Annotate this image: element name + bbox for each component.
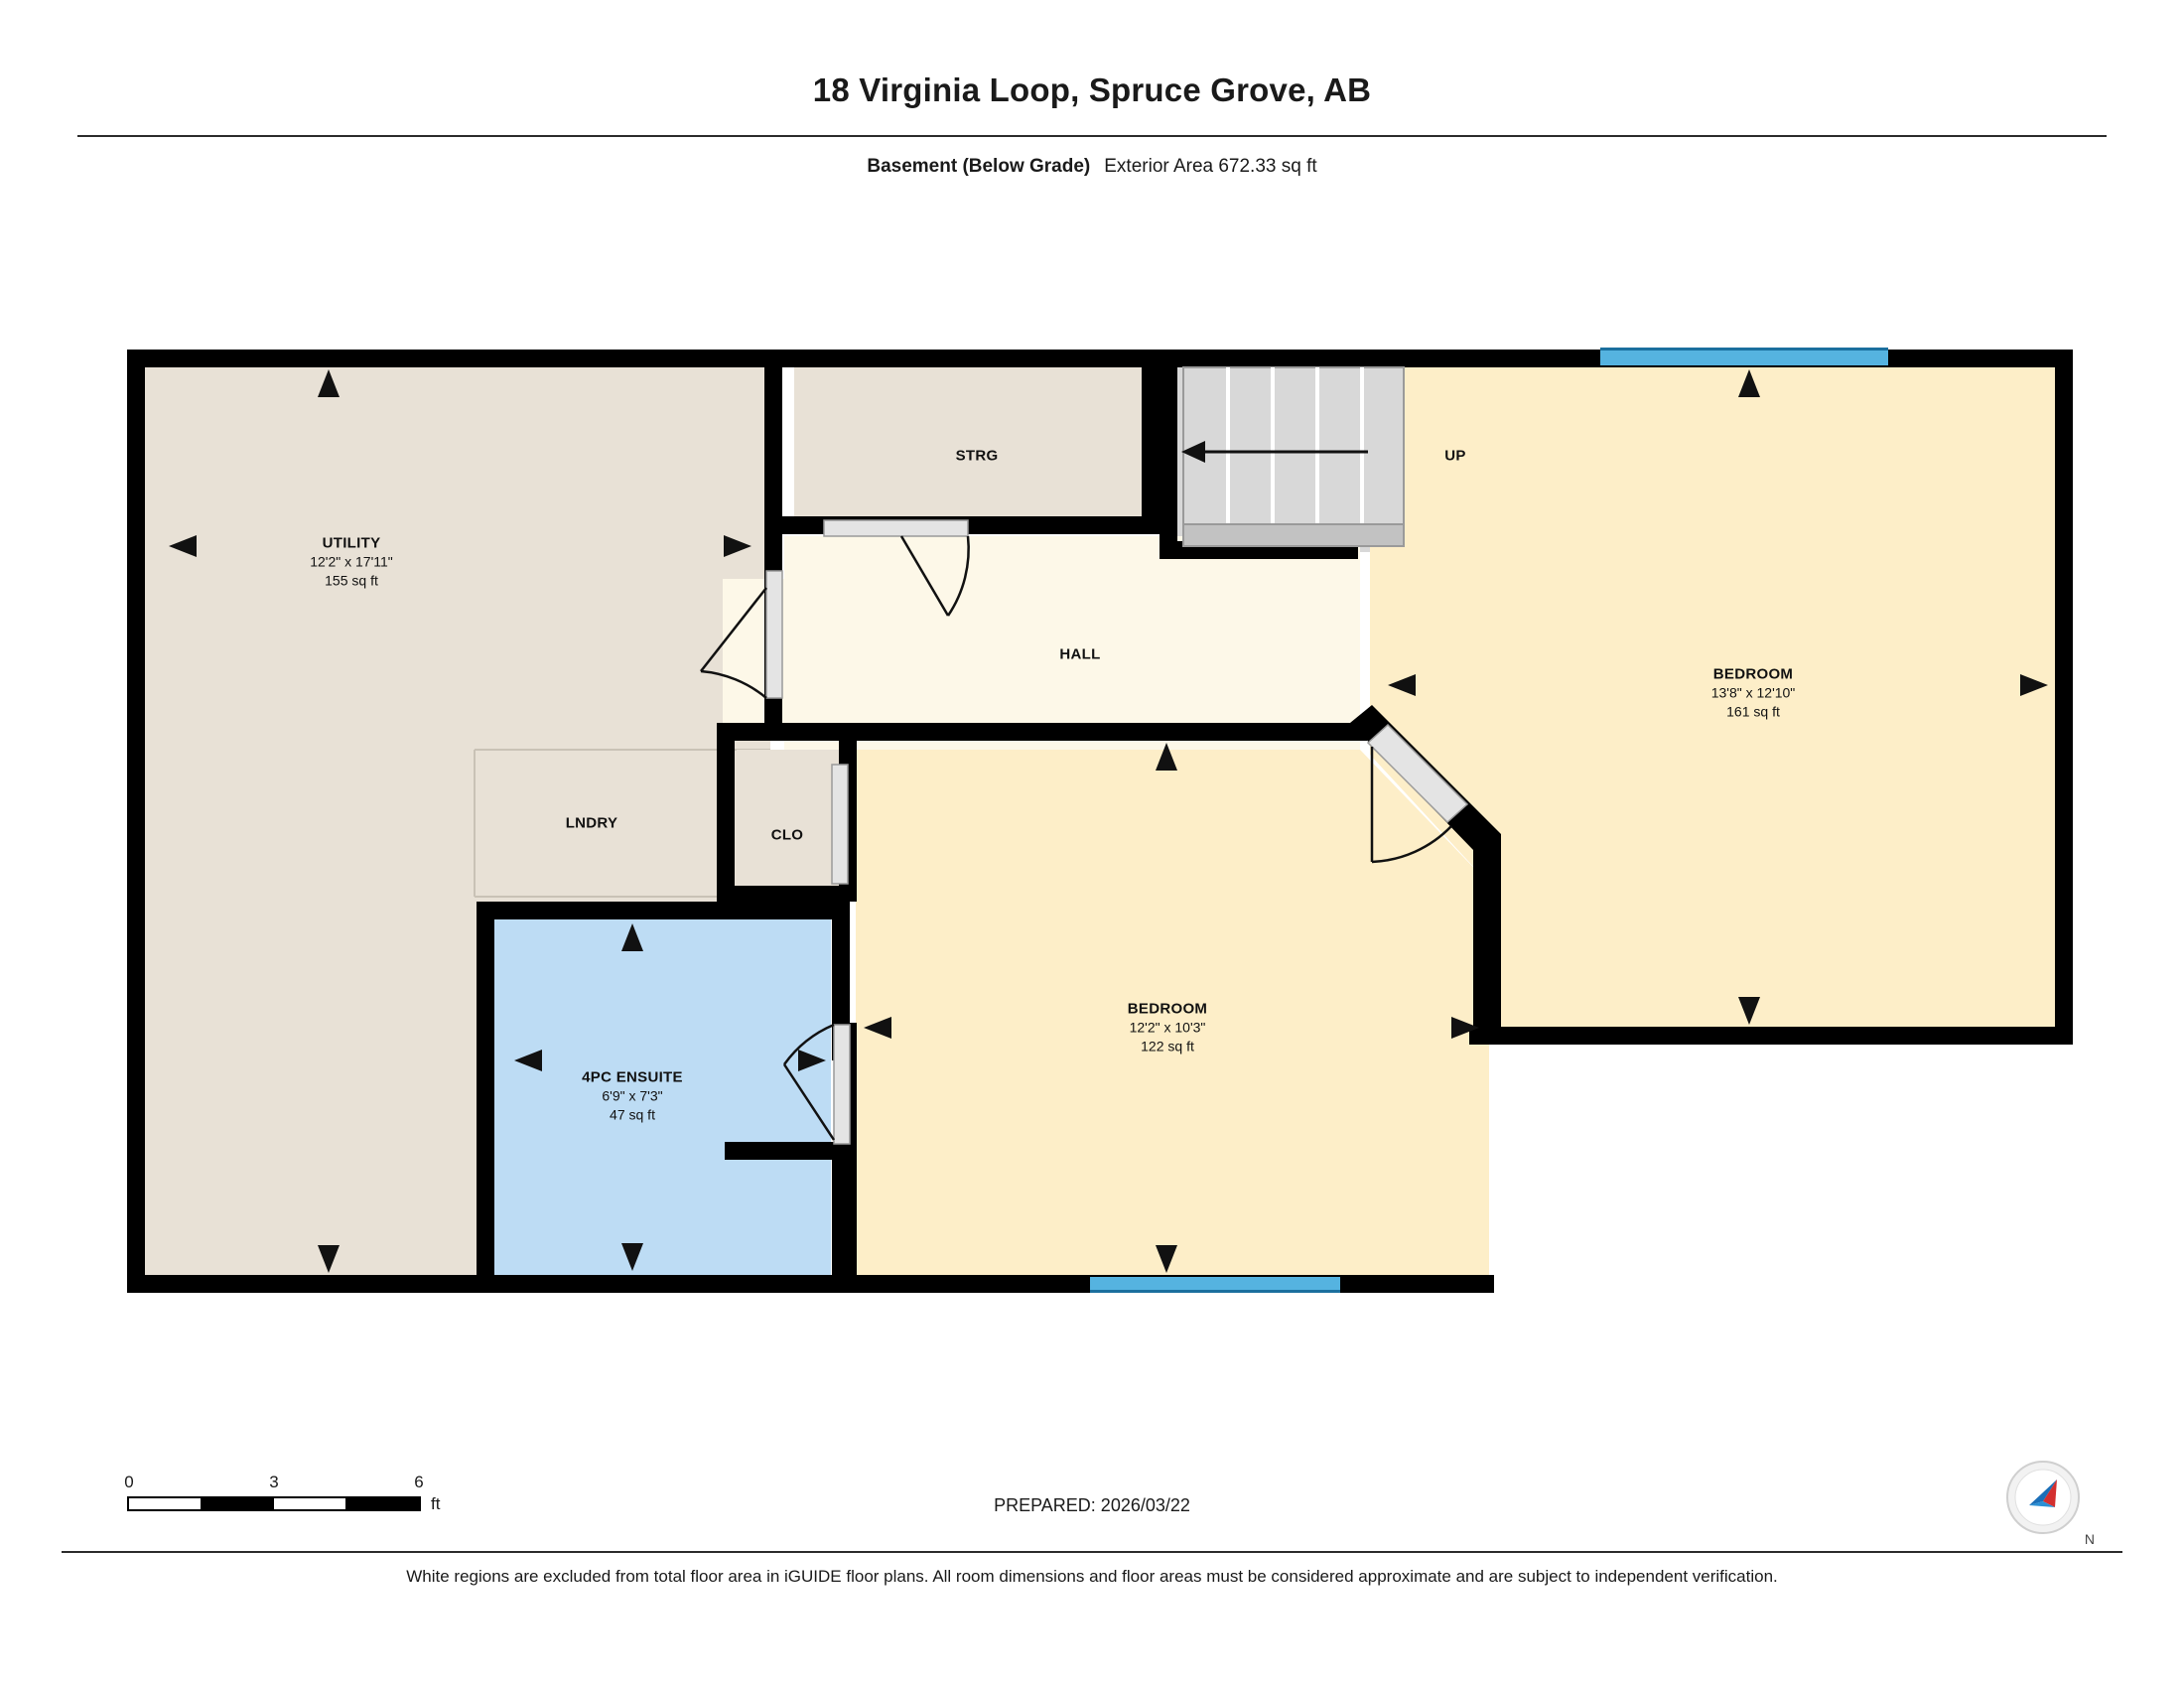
stairs-up	[1181, 367, 1404, 546]
scale-tick-6: 6	[414, 1473, 424, 1491]
wall-stairs-right	[1160, 350, 1177, 558]
room-fill-ensuite	[493, 918, 831, 1279]
page-title: 18 Virginia Loop, Spruce Grove, AB	[812, 71, 1372, 108]
wall-ensuite-left	[477, 902, 494, 1293]
scale-unit: ft	[431, 1494, 441, 1513]
room-label-up: UP	[1444, 447, 1466, 465]
room-fill-storage	[794, 365, 1147, 516]
wall-hall-left-stub	[764, 526, 782, 571]
room-label-bedroom-right: BEDROOM 13'8" x 12'10" 161 sq ft	[1710, 665, 1796, 720]
wall-hall-left-stub2	[764, 695, 782, 735]
window-bedroom-right-top	[1600, 350, 1888, 365]
room-label-hall: HALL	[1059, 645, 1101, 663]
scale-tick-3: 3	[269, 1473, 279, 1491]
wall-hall-bottom	[717, 723, 1367, 741]
room-label-ensuite: 4PC ENSUITE 6'9" x 7'3" 47 sq ft	[582, 1068, 683, 1123]
room-label-storage: STRG	[955, 447, 999, 465]
footer-divider	[62, 1551, 2122, 1553]
wall-ensuite-right-lower	[832, 1142, 850, 1293]
room-fill-closet	[737, 750, 846, 897]
wall-closet-left	[717, 735, 735, 904]
window-bedroom-center-bottom-edge	[1090, 1290, 1340, 1293]
scale-bar	[124, 1473, 441, 1513]
prepared-date: PREPARED: 2026/03/22	[994, 1495, 1190, 1515]
room-label-laundry: LNDRY	[565, 814, 618, 832]
room-label-closet: CLO	[770, 826, 804, 844]
wall-exterior-top-left	[127, 350, 782, 367]
room-label-bedroom-center: BEDROOM 12'2" x 10'3" 122 sq ft	[1127, 1000, 1208, 1055]
compass-north-label: N	[2084, 1531, 2095, 1547]
disclaimer-text: White regions are excluded from total floor area in iGUIDE floor plans. All room dimensions and floor areas must be considered approximate and are subject to independent verification.	[406, 1567, 1778, 1586]
wall-storage-right	[1142, 350, 1160, 533]
door-closet	[832, 765, 848, 884]
wall-exterior-left	[127, 350, 145, 1293]
wall-bedroom-right-bottom	[1469, 1027, 2073, 1045]
room-label-utility: UTILITY 12'2" x 17'11" 155 sq ft	[310, 534, 393, 589]
level-label: Basement (Below Grade)	[867, 156, 1091, 177]
wall-ensuite-top	[477, 902, 849, 919]
compass-rose	[1995, 1450, 2095, 1547]
wall-exterior-right	[2055, 350, 2073, 1045]
window-bedroom-right-top-edge	[1600, 348, 1888, 351]
scale-tick-0: 0	[124, 1473, 134, 1491]
wall-ensuite-bottom	[477, 1275, 850, 1293]
wall-closet-bottom	[717, 886, 846, 904]
wall-ensuite-bottom-stub	[725, 1142, 834, 1160]
room-fill-bedroom-center	[856, 750, 1489, 1279]
exterior-area-label: Exterior Area 672.33 sq ft	[1104, 156, 1317, 177]
